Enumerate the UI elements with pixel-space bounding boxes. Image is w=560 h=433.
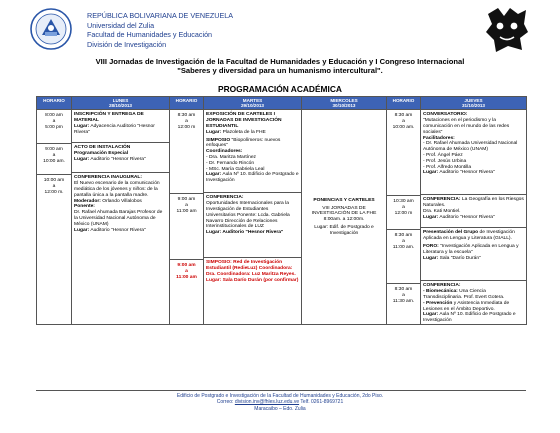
session-title: CONVERSATORIO: bbox=[423, 112, 468, 118]
session-description: "Mutaciones en el periodismo y la comunicación en el mundo de las redes sociales" bbox=[423, 118, 510, 135]
session-location: Lugar: Aula Nº 10. Edificio de Postgrado e Investigación bbox=[423, 312, 516, 324]
session-coordinators-label: Coordinadores: bbox=[206, 149, 243, 155]
session-item: - Biomecánica: Una Ciencia Transdisciplinaria. Prof. Evert Gotera. bbox=[423, 289, 505, 300]
coordinator: - MSc. María Gabriela Leal bbox=[206, 166, 265, 172]
session-title: CONFERENCIA: bbox=[206, 195, 244, 201]
time-line: 10:00 am. bbox=[43, 159, 65, 164]
footer-address: Edificio de Postgrado e Investigación de la Facultad de Humanidades y Educación, 2do Piso. bbox=[176, 393, 384, 399]
footer-city: Maracaibo – Edo. Zulia bbox=[254, 405, 306, 412]
time-line: 10:00 am. bbox=[392, 125, 415, 130]
institution-line: División de Investigación bbox=[87, 39, 167, 49]
program-table bbox=[36, 96, 527, 325]
header-jueves bbox=[421, 97, 527, 110]
page-header bbox=[30, 6, 530, 56]
time-line: 8:00 am bbox=[45, 113, 63, 119]
session-forum: FORO: "Investigación Aplicada en Lengua y Literatura y la escuela" bbox=[423, 244, 519, 255]
time-line: 11:00 am bbox=[176, 209, 197, 214]
page-footer bbox=[0, 393, 560, 412]
time-line: 11:30 am. bbox=[392, 299, 415, 304]
institution-block bbox=[87, 11, 233, 49]
day-name: JUEVES bbox=[464, 98, 483, 103]
time-line: 8:30 am bbox=[177, 113, 196, 119]
header-horario: HORARIO bbox=[170, 97, 204, 110]
session-speaker-label: Ponente: bbox=[74, 204, 95, 210]
time-line: 12:00 m bbox=[177, 125, 196, 130]
header-horario: HORARIO bbox=[387, 97, 421, 110]
session-title: SIMPOSIO: Red de Investigación Estudiantil (RedieLuz) Coordinadora: Dra. Coordinadora: Luz Maritza Reyes. bbox=[206, 260, 296, 277]
session-description: Oportunidades Internacionales para la Investigación de Estudiantes Universitarios Ponente: Lcda. Gabriela Navarro Dirección de Relaciones Interinstitucionales de LUZ bbox=[206, 201, 290, 230]
section-title: PROGRAMACIÓN ACADÉMICA bbox=[218, 84, 342, 94]
time-line: a bbox=[52, 153, 56, 159]
event-title bbox=[0, 57, 560, 75]
time-line: 12:00 m. bbox=[44, 190, 64, 195]
time-line: 8:30 am bbox=[394, 287, 413, 293]
facilitator: - Prof. Alfredo Montilla bbox=[423, 164, 472, 170]
time-line: 10:30 am bbox=[393, 199, 414, 205]
time-cell bbox=[170, 110, 204, 325]
session-location: Lugar: Edif. de Postgrado e Investigación bbox=[314, 224, 374, 236]
session-description: Presentación del Grupo de Investigación Aplicada en Lengua y Literatura (GIALL). bbox=[423, 230, 515, 242]
header-lunes bbox=[72, 97, 170, 110]
time-line: a bbox=[402, 239, 405, 245]
time-line: 9:00 am bbox=[177, 263, 196, 269]
facilitator: - Dr. Rafael Ahumada Universidad Nacional Autónoma de México (UNAM) bbox=[423, 141, 518, 153]
time-cell bbox=[387, 110, 421, 325]
time-line: 11:00 am bbox=[176, 275, 197, 280]
session-title: INSCRIPCIÓN Y ENTREGA DE MATERIAL bbox=[74, 112, 144, 124]
day-date: 28/10/2013 bbox=[109, 103, 132, 109]
time-line: a bbox=[52, 184, 56, 190]
session-location: Lugar: Adyacencia Auditorio "Hesnor Rivera" bbox=[74, 124, 155, 135]
session-speaker: Dr. Rafael Ahumada Barajas Profesor de la Universidad Nacional Autónoma de México (UNAM) bbox=[74, 210, 163, 227]
session-location: Lugar: Auditorio "Hesnor Rivera" bbox=[423, 214, 495, 220]
header-horario: HORARIO bbox=[37, 97, 72, 110]
university-seal-logo bbox=[30, 8, 72, 50]
session-location: Lugar: Sala "Darío Durán" bbox=[423, 255, 481, 261]
time-line: 5:00 pm bbox=[45, 125, 63, 130]
session-location: Lugar: Auditorio "Hesnor Rivera" bbox=[74, 227, 146, 233]
header-miercoles bbox=[302, 97, 387, 110]
institution-line: Facultad de Humanidades y Educación bbox=[87, 30, 213, 40]
time-line: a bbox=[402, 119, 405, 125]
time-line: a bbox=[185, 269, 188, 275]
time-line: a bbox=[402, 293, 405, 299]
session-title: ACTO DE INSTALACIÓN bbox=[74, 145, 131, 151]
facilitator: - Prof. Ángel Páez bbox=[423, 152, 463, 158]
time-line: 10:00 am bbox=[43, 178, 65, 184]
coordinator: - Dra. Maritza Martínez bbox=[206, 154, 257, 160]
miercoles-cell bbox=[302, 110, 387, 325]
session-moderator: Moderador: Orlando Villalobos bbox=[74, 198, 142, 204]
facilitator: - Prof. Jesús Urbina bbox=[423, 158, 467, 164]
time-line: 9:00 am bbox=[177, 197, 196, 203]
session-description: VIII JORNADAS DE INVESTIGACIÓN DE LA FHE bbox=[311, 205, 377, 217]
session-facilitators-label: Facilitadores: bbox=[423, 135, 455, 141]
header-martes bbox=[204, 97, 302, 110]
coordinator: - Dr. Fernando Rincón bbox=[206, 160, 255, 166]
event-title-line: VIII Jornadas de Investigación de la Facultad de Humanidades y Educación y I Congreso Internacional bbox=[95, 57, 465, 66]
footer-divider bbox=[36, 390, 526, 391]
time-line: a bbox=[402, 205, 405, 211]
session-title: CONFERENCIA INAUGURAL: bbox=[74, 175, 143, 181]
time-line: a bbox=[185, 203, 188, 209]
session-location: Lugar: Aula Nº 10. Edificio de Postgrado e Investigación bbox=[206, 172, 299, 184]
session-location: Lugar: Sala Darío Durán (por confirmar) bbox=[206, 277, 299, 283]
session-location: Lugar: Plazoleta de la FHE bbox=[206, 129, 266, 135]
day-name: MARTES bbox=[242, 98, 263, 103]
session-speaker: Dra. Kati Montiel. bbox=[423, 209, 461, 214]
jueves-cell bbox=[421, 110, 527, 325]
day-name: MIERCOLES bbox=[330, 98, 358, 103]
session-title: CONFERENCIA: bbox=[423, 283, 461, 289]
time-line: 8:30 am bbox=[394, 113, 413, 119]
day-date: 31/10/2013 bbox=[462, 103, 485, 109]
session-time: 8:00am. a 12:00m. bbox=[323, 217, 365, 223]
time-line: 9:00 am bbox=[45, 147, 63, 153]
session-title: PONENCIAS Y CARTELES bbox=[313, 197, 375, 203]
session-location: Lugar: Auditorio "Hesnor Rivera" bbox=[206, 230, 284, 236]
session-location: Lugar: Auditorio "Hesnor Rivera" bbox=[74, 157, 146, 162]
session-title: EXPOSICIÓN DE CARTELES I JORNADAS DE INVESTIGACIÓN ESTUDIANTIL bbox=[206, 112, 282, 129]
day-date: 30/10/2013 bbox=[332, 103, 356, 109]
footer-contact: Correo: division.inv@fhles.luz.edu.ve Telf. 0261-8969721 bbox=[216, 399, 344, 406]
email-link[interactable]: division.inv@fhles.luz.edu.ve bbox=[234, 399, 300, 406]
session-subtitle: Programación Especial bbox=[74, 151, 129, 157]
institution-line: REPÚBLICA BOLIVARIANA DE VENEZUELA bbox=[87, 11, 234, 20]
session-description: El Nuevo escenario de la comunicación mediática de los jóvenes y niños: de la pantalla única a la pantalla madre. bbox=[74, 181, 160, 198]
time-line: a bbox=[52, 119, 56, 125]
time-line: 8:30 am bbox=[394, 233, 413, 239]
event-title-line: "Saberes y diversidad para un humanismo intercultural". bbox=[177, 66, 383, 76]
table-header-row bbox=[37, 97, 527, 110]
footer-phone: Telf. 0261-8969721 bbox=[300, 399, 344, 406]
session-location: Lugar: Auditorio "Hesnor Rivera" bbox=[423, 170, 495, 176]
day-date: 29/10/2013 bbox=[241, 103, 264, 109]
time-line: a bbox=[185, 119, 188, 125]
time-cell bbox=[37, 110, 72, 325]
martes-cell bbox=[204, 110, 302, 325]
day-name: LUNES bbox=[112, 98, 129, 103]
lunes-cell bbox=[72, 110, 170, 325]
institution-line: Universidad del Zulia bbox=[87, 20, 155, 30]
event-mask-logo bbox=[484, 6, 530, 54]
table-row bbox=[37, 110, 527, 325]
session-item: - Prevención y Asistencia Inmediata de Lesiones en el Ámbito Deportivo. bbox=[423, 300, 510, 312]
session-description: SIMPOSIO "Biopolímeros: nuevos enfoques" bbox=[206, 137, 281, 149]
time-line: 12:00 m bbox=[394, 211, 413, 216]
session-description: CONFERENCIA: La Geografía en los Riesgos Naturales. bbox=[423, 197, 524, 209]
time-line: 11:00 am. bbox=[392, 245, 415, 250]
